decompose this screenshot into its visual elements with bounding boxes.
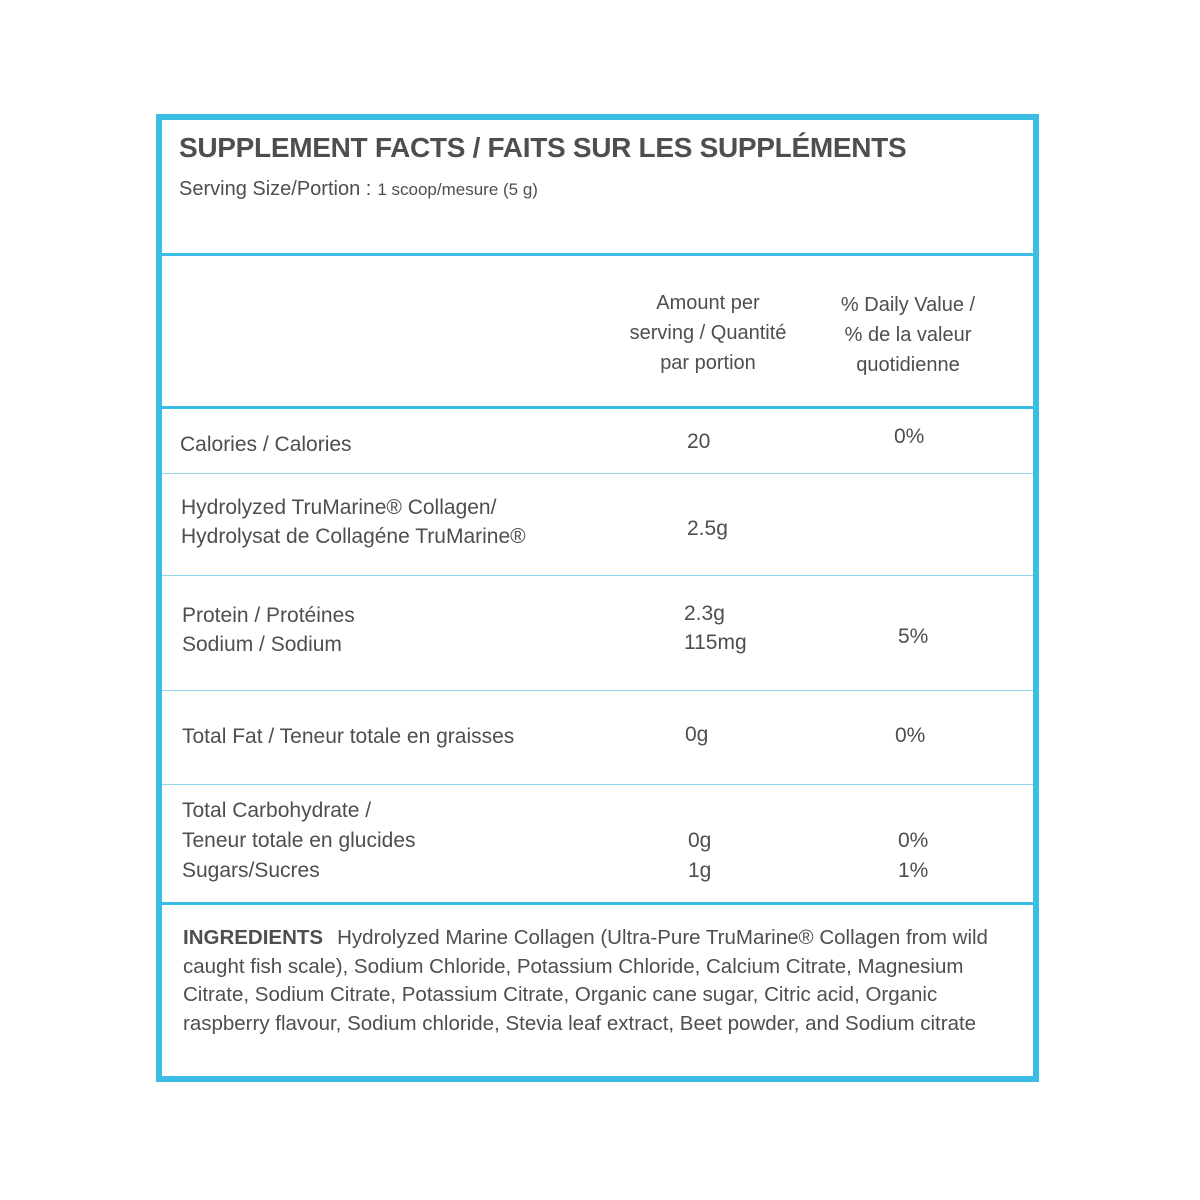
row-amount-total-fat: 0g — [685, 723, 709, 746]
row-name-collagen: Hydrolyzed TruMarine® Collagen/ Hydrolysat de Collagéne TruMarine® — [181, 496, 526, 548]
divider-row — [162, 473, 1033, 474]
row-amount-carbohydrate: 0g 1g — [688, 829, 712, 882]
serving-size-value: 1 scoop/mesure (5 g) — [377, 180, 538, 199]
divider-row — [162, 575, 1033, 576]
divider-ingredients — [162, 902, 1033, 905]
column-header-daily-value: % Daily Value / % de la valeur quotidienne — [840, 294, 976, 376]
row-dv-calories: 0% — [894, 425, 925, 448]
ingredients-label: INGREDIENTS — [183, 926, 324, 949]
panel-title: SUPPLEMENT FACTS / FAITS SUR LES SUPPLÉMENTS — [179, 132, 907, 163]
row-name-carbohydrate: Total Carbohydrate / Teneur totale en glucides Sugars/Sucres — [182, 799, 416, 882]
row-name-total-fat: Total Fat / Teneur totale en graisses — [182, 725, 515, 748]
row-dv-carbohydrate: 0% 1% — [898, 829, 929, 882]
row-amount-collagen: 2.5g — [687, 517, 728, 540]
row-amount-calories: 20 — [687, 430, 711, 453]
divider-header — [162, 253, 1033, 256]
divider-row — [162, 690, 1033, 691]
row-name-calories: Calories / Calories — [180, 433, 352, 456]
supplement-facts-panel — [156, 114, 1039, 1082]
row-amount-protein-sodium: 2.3g 115mg — [684, 602, 747, 654]
row-dv-sodium: 5% — [898, 625, 929, 648]
ingredients-section — [183, 924, 1023, 1038]
ingredients-text: Hydrolyzed Marine Collagen (Ultra-Pure TruMarine® Collagen from wild caught fish scale), Sodium Chloride, Potassium Chloride, Calcium Citrate, Magnesium Citrate, Sodium Citrate, Potassium Citrate, Organic cane sugar, Citric acid, Organic raspberry flavour, Sodium chloride, Stevia leaf extract, Beet powder, and Sodium citrate — [183, 926, 988, 1035]
row-name-protein-sodium: Protein / Protéines Sodium / Sodium — [182, 604, 355, 656]
divider-row — [162, 784, 1033, 785]
column-header-amount: Amount per serving / Quantité par portion — [629, 292, 787, 374]
row-dv-total-fat: 0% — [895, 724, 926, 747]
divider-column-header — [162, 406, 1033, 409]
serving-size-label: Serving Size/Portion : — [179, 178, 372, 200]
serving-size — [179, 178, 538, 201]
